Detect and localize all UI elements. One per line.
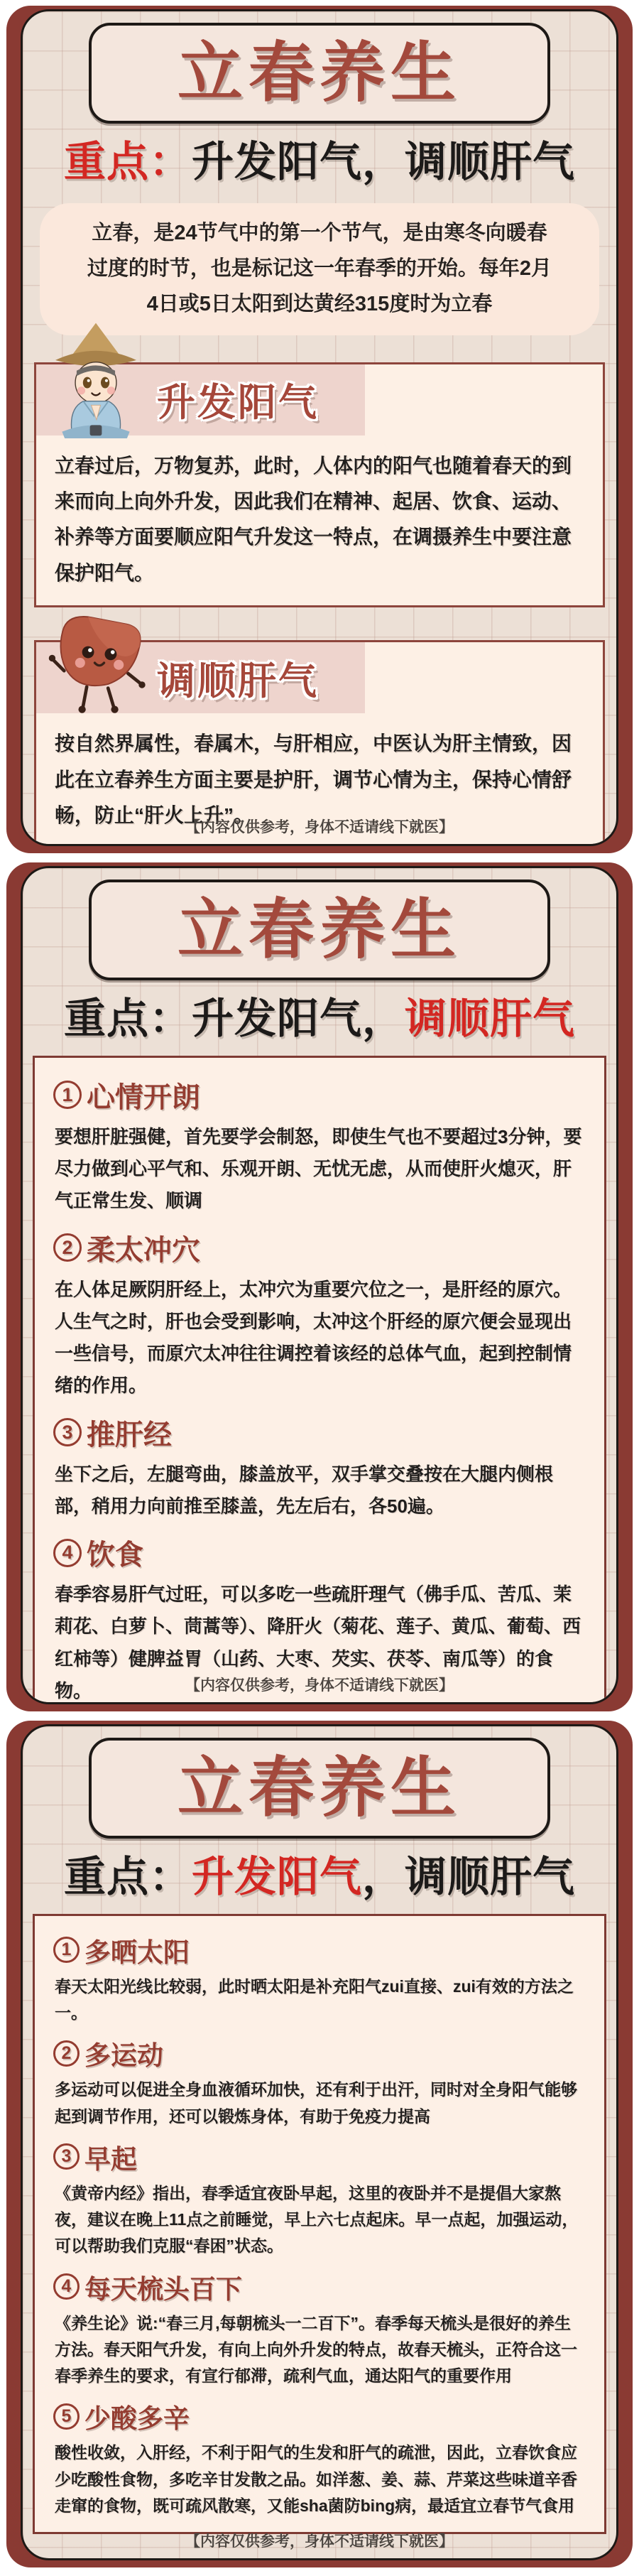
panel-background-1	[21, 9, 618, 846]
subtitle-segment: 重点：	[63, 139, 192, 185]
footer-disclaimer: 【内容仅供参考，身体不适请线下就医】	[185, 819, 454, 835]
tip-title-row	[53, 2397, 586, 2435]
tip-title-row	[53, 1931, 586, 1969]
subtitle-segment: 升发阳气	[191, 1853, 362, 1900]
section-body-liver: 按自然界属性，春属木，与肝相应，中医认为肝主情致，因此在立春养生方面主要是护肝，调节心情为主，保持心情舒畅，防止“肝火上升”。	[55, 732, 572, 826]
tip-title: 每天梳头百下	[84, 2274, 242, 2304]
subtitle-segment: ，调顺肝气	[362, 1853, 576, 1900]
tip-body: 在人体足厥阴肝经上，太冲穴为重要穴位之一，是肝经的原穴。人生气之时，肝也会受到影响，太冲这个肝经的原穴便会显现出一些信号，而原穴太冲往往调控着该经的总体气血，起到控制情绪的作用。	[55, 1278, 572, 1397]
tip-number: 3	[53, 1418, 82, 1446]
tip-title-row	[53, 1532, 586, 1573]
tip-title: 心情开朗	[87, 1081, 200, 1113]
tip-number: 1	[53, 1937, 80, 1963]
tip-body: 酸性收敛，入肝经，不利于阳气的生发和肝气的疏泄，因此，立春饮食应少吃酸性食物，多吃辛甘发散之品。如洋葱、姜、蒜、芹菜这些味道辛香走窜的食物，既可疏风散寒，又能sha菌防bing病，最适宜立春节气食用	[55, 2443, 577, 2515]
tip-body: 《黄帝内经》指出，春季适宜夜卧早起，这里的夜卧并不是提倡大家熬夜，建议在晚上11点之前睡觉，早上六七点起床。早一点起，加强运动，可以帮助我们克服“春困”状态。	[55, 2183, 579, 2256]
section-card-yang	[34, 362, 605, 608]
tip-body: 春季容易肝气过旺，可以多吃一些疏肝理气（佛手瓜、苦瓜、茉莉花、白萝卜、茼蒿等）、降肝火（菊花、莲子、黄瓜、葡萄、西红柿等）健脾益胃（山药、大枣、芡实、茯苓、南瓜等）的食物。	[55, 1584, 581, 1701]
tips-card-liver-care	[33, 1056, 606, 1704]
section-title-liver: 调顺肝气	[157, 659, 319, 703]
tip-title: 饮食	[87, 1539, 143, 1571]
poster-panel-2	[6, 862, 633, 1711]
footer-disclaimer: 【内容仅供参考，身体不适请线下就医】	[185, 1677, 454, 1694]
title-box-1	[89, 23, 550, 124]
tip-title: 推肝经	[87, 1419, 172, 1451]
tip-title-row	[53, 1228, 586, 1268]
tip-title: 柔太冲穴	[87, 1234, 200, 1266]
tip-number: 4	[53, 2273, 80, 2300]
tip-body: 要想肝脏强健，首先要学会制怒，即使生气也不要超过3分钟，要尽力做到心平气和、乐观开朗、无忧无虑，从而使肝火熄灭，肝气正常生发、顺调	[55, 1125, 582, 1212]
tip-number: 1	[53, 1081, 82, 1109]
subtitle-2	[23, 997, 616, 1041]
tip-title-row	[53, 1412, 586, 1453]
section-body-yang: 立春过后，万物复苏，此时，人体内的阳气也随着春天的到来而向上向外升发，因此我们在精神、起居、饮食、运动、补养等方面要顺应阳气升发这一特点，在调摄养生中要注意保护阳气。	[55, 454, 572, 584]
tips-card-yang-boost	[33, 1914, 606, 2534]
intro-text: 立春，是24节气中的第一个节气，是由寒冬向暖春过度的时节，也是标记这一年春季的开始。每年2月4日或5日太阳到达黄经315度时为立春	[87, 221, 552, 315]
tip-body: 多运动可以促进全身血液循环加快，还有利于出汗，同时对全身阳气能够起到调节作用，还可以锻炼身体，有助于免疫力提高	[55, 2080, 577, 2126]
section-title-yang: 升发阳气	[157, 381, 319, 425]
liver-icon	[46, 610, 146, 716]
poster-panel-3	[6, 1721, 633, 2567]
subtitle-segment: 升发阳气，调顺肝气	[192, 139, 576, 185]
tip-title: 多运动	[84, 2041, 163, 2071]
tip-body: 坐下之后，左腿弯曲，膝盖放平，双手掌交叠按在大腿内侧根部，稍用力向前推至膝盖，先左后右，各50遍。	[55, 1463, 554, 1517]
tip-title: 多晒太阳	[84, 1937, 190, 1967]
tip-number: 3	[53, 2143, 80, 2170]
tip-number: 2	[53, 1233, 82, 1262]
intro-bubble	[40, 203, 599, 335]
panel-background-3	[21, 1724, 618, 2560]
subtitle-1	[23, 141, 616, 185]
poster-panel-1	[6, 6, 633, 853]
tip-title-row	[53, 2268, 586, 2306]
poster-title: 立春养生	[177, 894, 462, 966]
subtitle-3	[23, 1853, 616, 1900]
tip-title-row	[53, 2138, 586, 2176]
poster-title: 立春养生	[177, 37, 462, 109]
title-box-3	[89, 1738, 550, 1839]
poster-title: 立春养生	[177, 1752, 462, 1824]
subtitle-segment: 调顺肝气	[405, 995, 576, 1042]
tip-number: 4	[53, 1539, 82, 1567]
tip-body: 《养生论》说:“春三月,每朝梳头一二百下”。春季每天梳头是很好的养生方法。春天阳气升发，有向上向外升发的特点，故春天梳头，正符合这一春季养生的要求，有宣行郁滞，疏利气血，通达阳气的重要作用	[55, 2313, 577, 2386]
tip-number: 2	[53, 2040, 80, 2067]
farmer-boy-icon	[46, 319, 146, 438]
subtitle-segment: 重点：升发阳气，	[63, 995, 405, 1042]
tip-number: 5	[53, 2403, 80, 2430]
panel-background-2	[21, 866, 618, 1704]
section-banner-yang	[36, 364, 365, 435]
tip-title-row	[53, 1075, 586, 1115]
subtitle-segment: 重点：	[63, 1853, 192, 1900]
footer-disclaimer: 【内容仅供参考，身体不适请线下就医】	[185, 2533, 454, 2550]
tip-title: 早起	[84, 2144, 137, 2174]
title-box-2	[89, 880, 550, 980]
tip-body: 春天太阳光线比较弱，此时晒太阳是补充阳气zui直接、zui有效的方法之一。	[55, 1976, 574, 2023]
tip-title-row	[53, 2034, 586, 2072]
section-banner-liver	[36, 642, 365, 713]
tip-title: 少酸多辛	[84, 2404, 190, 2434]
